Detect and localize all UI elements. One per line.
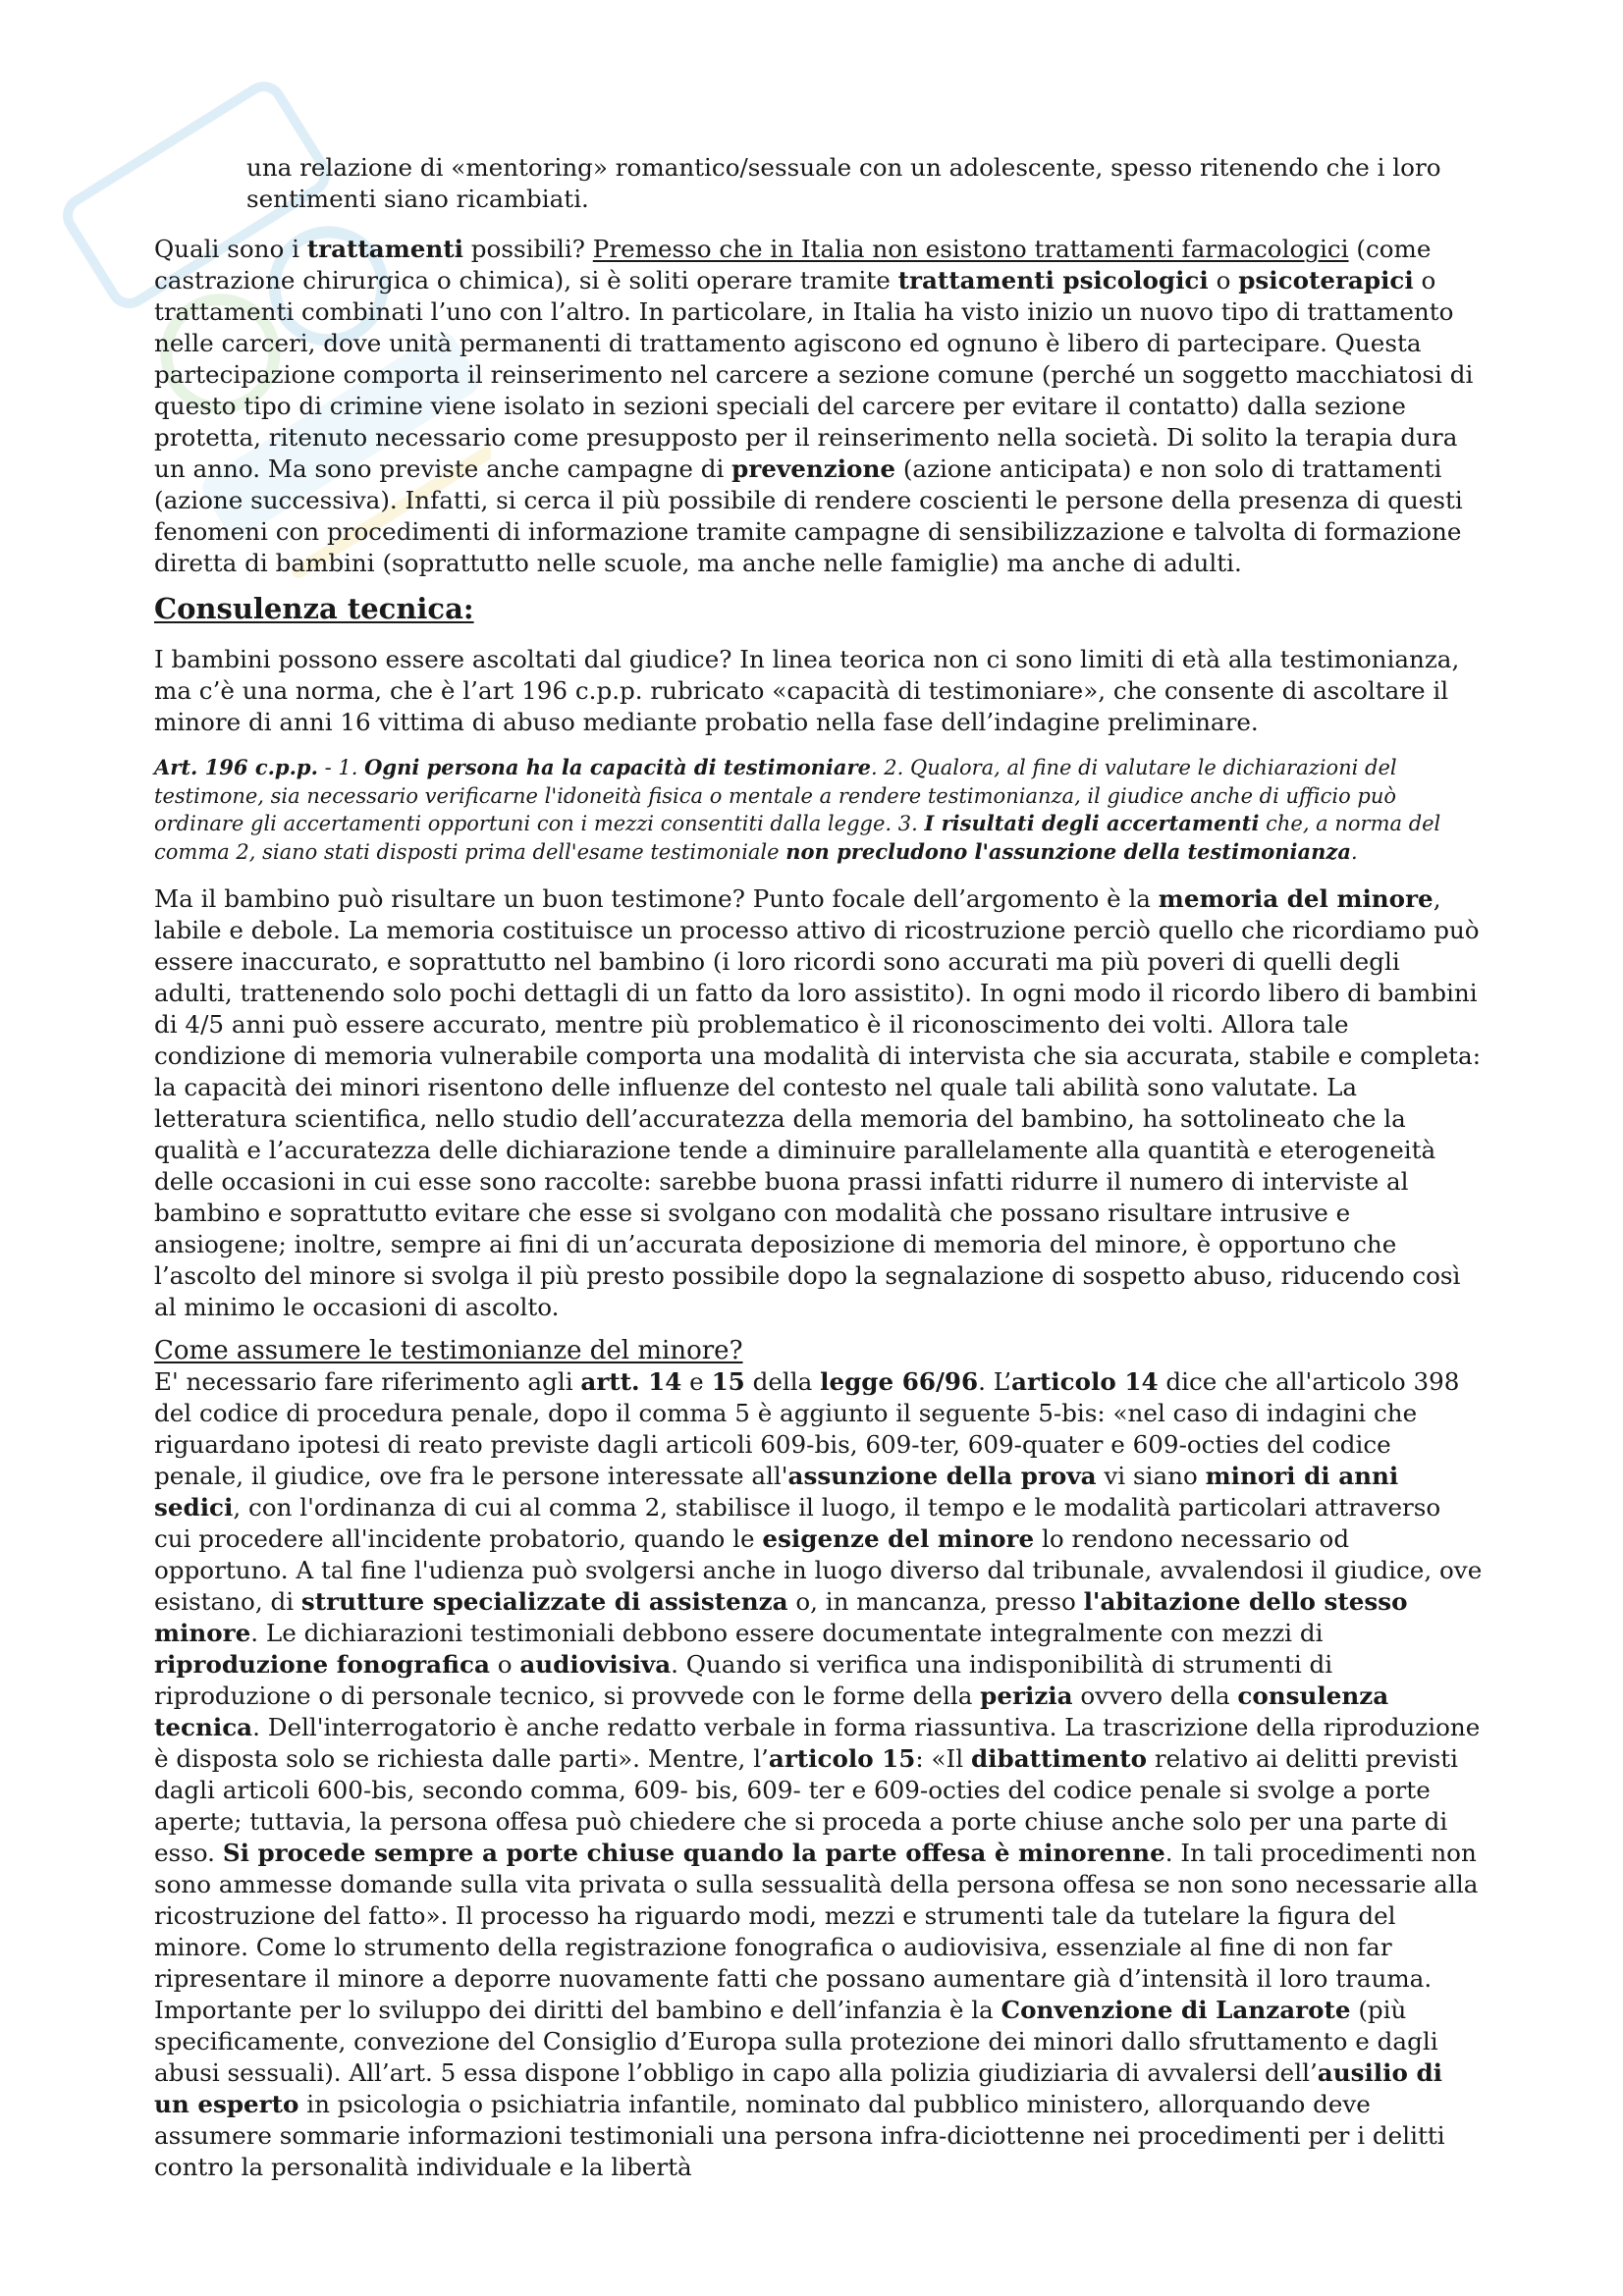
paragraph-law: E' necessario fare riferimento agli artt. 14 e 15 della legge 66/96. L’articolo 14 dice che all'articolo 398 del codice di procedura penale, dopo il comma 5 è aggiunto il seguente 5-bis: «nel caso di indagini che riguardano ipotesi di reato previste dagli articoli 609-bis, 609-ter, 609-quater e 609-octies del codice penale, il giudice, ove fra le persone interessate all'assunzione della prova vi siano minori di anni sedici, con l'ordinanza di cui al comma 2, stabilisce il luogo, il tempo e le modalità particolari attraverso cui procedere all'incidente probatorio, quando le esigenze del minore lo rendono necessario od opportuno. A tal fine l'udienza può svolgersi anche in luogo diverso dal tribunale, avvalendosi il giudice, ove esistano, di strutture specializzate di assistenza o, in mancanza, presso l'abitazione dello stesso minore. Le dichiarazioni testimoniali debbono essere documentate integralmente con mezzi di riproduzione fonografica o audiovisiva. Quando si verifica una indisponibilità di strumenti di riproduzione o di personale tecnico, si provvede con le forme della perizia ovvero della consulenza tecnica. Dell'interrogatorio è anche redatto verbale in forma riassuntiva. La trascrizione della riproduzione è disposta solo se richiesta dalle parti». Mentre, l’articolo 15: «Il dibattimento relativo ai delitti previsti dagli articoli 600-bis, secondo comma, 609- bis, 609- ter e 609-octies del codice penale si svolge a porte aperte; tuttavia, la persona offesa può chiedere che si proceda a porte chiuse anche solo per una parte di esso. Si procede sempre a porte chiuse quando la parte offesa è minorenne. In tali procedimenti non sono ammesse domande sulla vita privata o sulla sessualità della persona offesa se non sono necessarie alla ricostruzione del fatto». Il processo ha riguardo modi, mezzi e strumenti tale da tutelare la figura del minore. Come lo strumento della registrazione fonografica o audiovisiva, essenziale al fine di non far ripresentare il minore a deporre nuovamente fatti che possano aumentare già d’intensità il loro trauma. Importante per lo sviluppo dei diritti del bambino e dell’infanzia è la Convenzione di Lanzarote (più specificamente, convezione del Consiglio d’Europa sulla protezione dei minori dallo sfruttamento e dagli abusi sessuali). All’art. 5 essa dispone l’obbligo in capo alla polizia giudiziaria di avvalersi dell’ausilio di un esperto in psicologia o psichiatria infantile, nominato dal pubblico ministero, allorquando deve assumere sommarie informazioni testimoniali una persona infra-diciottenne nei procedimenti per i delitti contro la personalità individuale e la libertà <box>154 1367 1483 2181</box>
document-page <box>154 152 1485 2183</box>
paragraph-children-heard: I bambini possono essere ascoltati dal giudice? In linea teorica non ci sono limiti di età alla testimonianza, ma c’è una norma, che è l’art 196 c.p.p. rubricato «capacità di testimoniare», che consente di ascoltare il minore di anni 16 vittima di abuso mediante probatio nella fase dell’indagine preliminare. <box>154 645 1460 736</box>
paragraph-treatments: Quali sono i trattamenti possibili? Premesso che in Italia non esistono trattamenti farmacologici (come castrazione chirurgica o chimica), si è soliti operare tramite trattamenti psicologici o psicoterapici o trattamenti combinati l’uno con l’altro. In particolare, in Italia ha visto inizio un nuovo tipo di trattamento nelle carceri, dove unità permanenti di trattamento agiscono ed ognuno è libero di partecipare. Questa partecipazione comporta il reinserimento nel carcere a sezione comune (perché un soggetto macchiatosi di questo tipo di crimine viene isolato in sezioni speciali del carcere per evitare il contatto) dalla sezione protetta, ritenuto necessario come presupposto per il reinserimento nella società. Di solito la terapia dura un anno. Ma sono previste anche campagne di prevenzione (azione anticipata) e non solo di trattamenti (azione successiva). Infatti, si cerca il più possibile di rendere coscienti le persone della presenza di questi fenomeni con procedimenti di informazione tramite campagne di sensibilizzazione e talvolta di formazione diretta di bambini (soprattutto nelle scuole, ma anche nelle famiglie) ma anche di adulti. <box>154 235 1474 577</box>
quote-art-196: Art. 196 c.p.p. - 1. Ogni persona ha la capacità di testimoniare. 2. Qualora, al fine di valutare le dichiarazioni del testimone, sia necessario verificarne l'idoneità fisica o mentale a rendere testimonianza, il giudice anche di ufficio può ordinare gli accertamenti opportuni con i mezzi consentiti dalla legge. 3. I risultati degli accertamenti che, a norma del comma 2, siano stati disposti prima dell'esame testimoniale non precludono l'assunzione della testimonianza. <box>154 755 1441 864</box>
intro-continuation: una relazione di «mentoring» romantico/sessuale con un adolescente, spesso ritenendo che i loro sentimenti siano ricambiati. <box>246 153 1441 213</box>
heading-testimonianze: Come assumere le testimonianze del minore? <box>154 1336 743 1365</box>
paragraph-memory: Ma il bambino può risultare un buon testimone? Punto focale dell’argomento è la memoria del minore, labile e debole. La memoria costituisce un processo attivo di ricostruzione perciò quello che ricordiamo può essere inaccurato, e soprattutto nel bambino (i loro ricordi sono accurati ma più poveri di quelli degli adulti, trattenendo solo pochi dettagli di un fatto da loro assistito). In ogni modo il ricordo libero di bambini di 4/5 anni può essere accurato, mentre più problematico è il riconoscimento dei volti. Allora tale condizione di memoria vulnerabile comporta una modalità di intervista che sia accurata, stabile e completa: la capacità dei minori risentono delle influenze del contesto nel quale tali abilità sono valutate. La letteratura scientifica, nello studio dell’accuratezza della memoria del bambino, ha sottolineato che la qualità e l’accuratezza delle dichiarazione tende a diminuire parallelamente alla quantità e eterogeneità delle occasioni in cui esse sono raccolte: sarebbe buona prassi infatti ridurre il numero di interviste al bambino e soprattutto evitare che esse si svolgano con modalità che possano risultare intrusive e ansiogene; inoltre, sempre ai fini di un’accurata deposizione di memoria del minore, è opportuno che l’ascolto del minore si svolga il più presto possibile dopo la segnalazione di sospetto abuso, riducendo così al minimo le occasioni di ascolto. <box>154 884 1481 1321</box>
heading-consulenza-tecnica: Consulenza tecnica: <box>154 592 474 625</box>
